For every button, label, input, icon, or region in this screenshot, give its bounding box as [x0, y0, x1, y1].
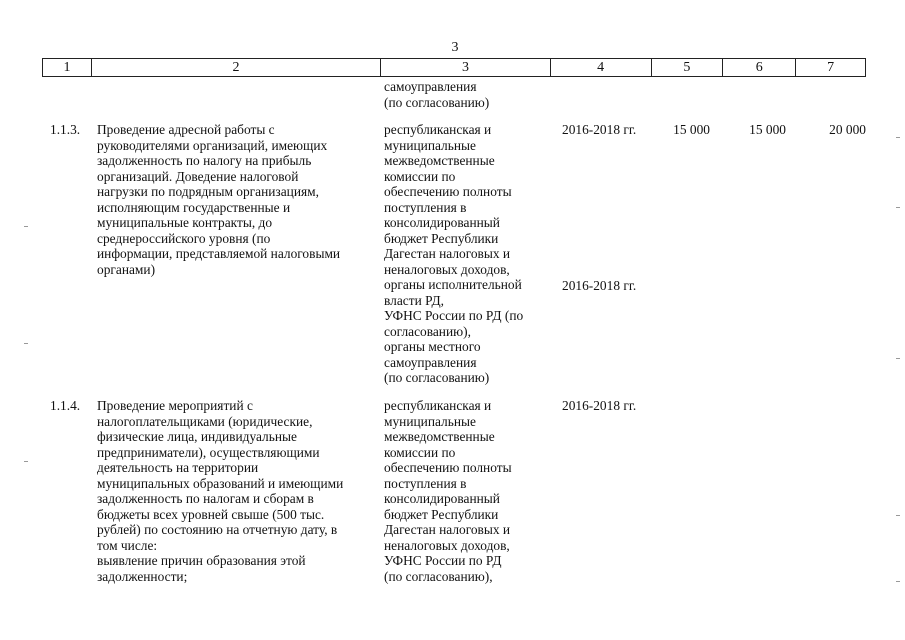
page-number: 3: [451, 40, 459, 55]
continuation-executors: самоуправления (по согласованию): [384, 79, 490, 110]
row-period: 2016-2018 гг.: [562, 122, 637, 137]
scan-mark: [24, 461, 28, 462]
header-col-7: 7: [827, 60, 835, 75]
row-number: 1.1.3.: [50, 122, 81, 137]
header-col-1: 1: [43, 59, 92, 76]
scan-mark: [896, 358, 900, 359]
header-col-6: 6: [723, 59, 796, 76]
row-period: 2016-2018 гг.: [562, 398, 637, 413]
row-number: 1.1.4.: [50, 398, 81, 413]
header-col-3: 3: [381, 59, 551, 76]
row-col6-value: 15 000: [749, 122, 786, 137]
scan-mark: [24, 343, 28, 344]
row-col7-value: 20 000: [829, 122, 866, 137]
table-header: [42, 58, 866, 77]
row-col5-value: 15 000: [673, 122, 710, 137]
scan-mark: [896, 137, 900, 138]
header-col-4: 4: [551, 59, 652, 76]
scan-mark: [896, 207, 900, 208]
header-col-5: 5: [652, 59, 724, 76]
scan-mark: [24, 226, 28, 227]
row-description: Проведение мероприятий с налогоплательщиками (юридические, физические лица, индивидуальные предприниматели), осуществляющими деятельность на территории муниципальных образований и имеющими задолженность по налогам и сборам в бюджеты всех уровней свыше (500 тыс. рублей) по состоянию на отчетную дату, в том числе: выявление причин образования этой задолженности;: [97, 398, 344, 584]
row-executors: республиканская и муниципальные межведомственные комиссии по обеспечению полноты поступления в консолидированный бюджет Республики Дагестан налоговых и неналоговых доходов, органы исполнительной власти РД, УФНС России по РД (по согласованию), органы местного самоуправления (по согласованию): [384, 122, 524, 385]
scan-mark: [896, 581, 900, 582]
scan-mark: [896, 515, 900, 516]
row-description: Проведение адресной работы с руководителями организаций, имеющих задолженность по налогу на прибыль организаций. Доведение налоговой нагрузки по подрядным организациям, исполняющим государственные и муниципальные контракты, до среднероссийского уровня (по информации, представляемой налоговыми органами): [97, 122, 341, 277]
row-executors: республиканская и муниципальные межведомственные комиссии по обеспечению полноты поступления в консолидированный бюджет Республики Дагестан налоговых и неналоговых доходов, УФНС России по РД (по согласованию),: [384, 398, 512, 584]
header-col-2: 2: [92, 59, 381, 76]
row-period-2: 2016-2018 гг.: [562, 278, 637, 293]
